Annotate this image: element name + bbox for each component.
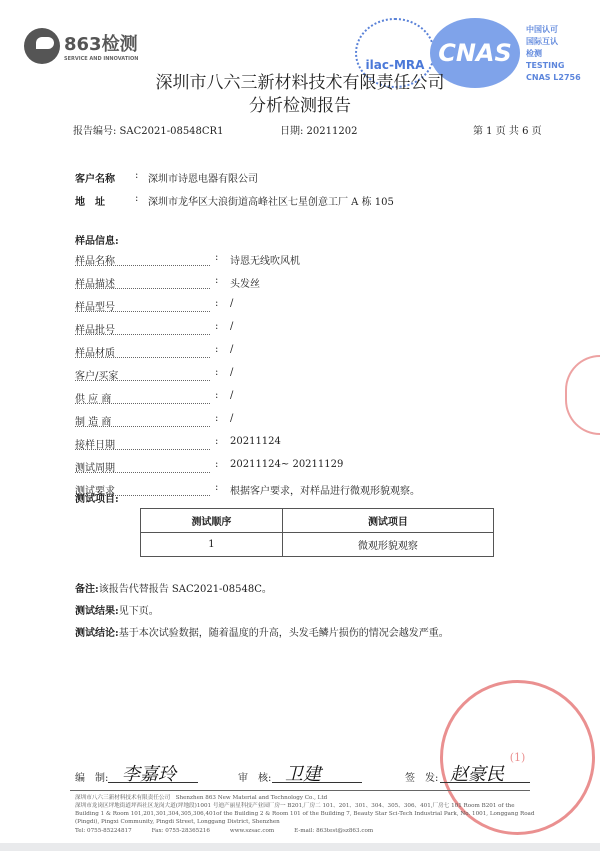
test-conclusion: 测试结论:基于本次试验数据，随着温度的升高，头发毛鳞片损伤的情况会越发严重。 <box>75 628 449 639</box>
logo-tagline: SERVICE AND INNOVATION <box>64 56 139 62</box>
sample-field-label: 测试周期 <box>75 459 210 473</box>
cnas-seal: CNAS <box>430 18 520 88</box>
sample-field-value: / <box>230 321 234 332</box>
sample-field-label: 客户/买家 <box>75 367 210 381</box>
page-number: 第 1 页 共 6 页 <box>473 126 542 137</box>
sample-field-label: 样品名称 <box>75 252 210 266</box>
sample-field-label: 样品描述 <box>75 275 210 289</box>
sample-field-value: / <box>230 367 234 378</box>
prepared-signature: 李嘉玲 <box>122 764 176 785</box>
sample-field-value: 诗恩无线吹风机 <box>230 256 300 267</box>
client-name: 深圳市诗恩电器有限公司 <box>148 174 258 185</box>
partial-seal-stamp <box>565 355 600 435</box>
approved-by-label: 签 发: <box>405 773 439 784</box>
company-seal-stamp: (1) <box>440 680 595 835</box>
report-page: 863检测 SERVICE AND INNOVATION ilac-MRA CNAS 中国认可 国际互认 检测 TESTING CNAS L2756 深圳市八六三新材料技术有限责任公司 分析检测报告 报告编号: SAC2021-08548CR1 日期: 20211202 第 1 页 共 6 页 客户名称 : 深圳市诗恩电器有限公司 地 址 : 深圳市龙华区大浪街道高峰社区七星创意工厂 A 栋 105 样品信息: 样品名称 : 诗恩无线吹风机 样品描述 : 头发丝 样品型号 : / 样品批号 : / 样品材质 : / 客户/买家 : / 供 应 商 : / 制 造 商 : / 接样日期 : 20211124 测试周期 : 20211124~ 20211129 测试要求 : 根据客户要求，对样品进行微观形貌观察。 测试项目: 测试顺序 测试项目 1 微观形貌观察 备注:该报告代替报告 SAC2021-08548C。 测试结果:见下页。 测试结论:基于本次试验数据，随着温度的升高，头发毛鳞片损伤的情况会越发严重。 (1) 编 制: 李嘉玲 审 核: 卫建 签 发: 赵豪民 深圳市八六三新材料技术有限责任公司 Shenzhen 863 New Material and Technology Co., Ltd 深圳市龙岗区坪地街道坪西社区龙岗大道(坪地段)1001 号迪产丽星科技产业园厂房一 B201,厂房二 101、201、301、304、305、306、401,厂房七 101 Room B201 of the Building 1 & Room 101,201,301,304,305,306,401of the Building 2 & Room 101 of the Building 7, Beauty Star Sci-Tech Industrial Park, No. 1001, Longgang Road (Pingdi), Pingxi Community, Pingdi Street, Longgang District, Shenzhen Tel: 0755-85224817 Fax: 0755-28365216 www.szsac.com E-mail: 863test@sz863.com <box>0 0 600 843</box>
test-result: 测试结果:见下页。 <box>75 606 159 617</box>
approved-signature: 赵豪民 <box>450 764 504 785</box>
footer-divider <box>70 790 530 791</box>
sample-field-label: 样品型号 <box>75 298 210 312</box>
sample-field-value: / <box>230 298 234 309</box>
client-address: 深圳市龙华区大浪街道高峰社区七星创意工厂 A 栋 105 <box>148 197 394 208</box>
sample-field-value: 20211124~ 20211129 <box>230 459 344 470</box>
sample-field-label: 制 造 商 <box>75 413 210 427</box>
client-address-label: 地 址 <box>75 197 105 208</box>
footer-contacts: Tel: 0755-85224817 Fax: 0755-28365216 www.szsac.com E-mail: 863test@sz863.com <box>75 828 374 834</box>
sample-field-value: 20211124 <box>230 436 281 447</box>
logo-icon <box>24 28 60 64</box>
reviewed-by-label: 审 核: <box>238 773 272 784</box>
sample-field-label: 样品材质 <box>75 344 210 358</box>
report-number: 报告编号: SAC2021-08548CR1 <box>73 126 224 137</box>
sample-field-label: 供 应 商 <box>75 390 210 404</box>
footer-address: 深圳市龙岗区坪地街道坪西社区龙岗大道(坪地段)1001 号迪产丽星科技产业园厂房一 B201,厂房二 101、201、301、304、305、306、401,厂房七 101 Room B201 of the Building 1 & Room 101,201,301,304,305,306,401of the Building 2 & Room 101 of the Building 7, Beauty Star Sci-Tech Industrial Park, No. 1001, Longgang Road (Pingdi), Pingxi Community, Pingdi Street, Longgang District, Shenzhen <box>75 803 535 825</box>
sample-info-heading: 样品信息: <box>75 236 119 247</box>
sample-field-value: 根据客户要求，对样品进行微观形貌观察。 <box>230 486 420 497</box>
report-title: 分析检测报告 <box>249 96 351 116</box>
remark: 备注:该报告代替报告 SAC2021-08548C。 <box>75 584 272 595</box>
table-header-row: 测试顺序 测试项目 <box>141 509 494 533</box>
sample-field-value: / <box>230 344 234 355</box>
logo-name: 863检测 <box>64 34 138 55</box>
sample-field-label: 测试要求 <box>75 482 210 496</box>
cnas-accreditation-text: 中国认可 国际互认 检测 TESTING CNAS L2756 <box>526 25 581 82</box>
report-date: 日期: 20211202 <box>280 126 358 137</box>
table-row: 1 微观形貌观察 <box>141 533 494 557</box>
test-items-table <box>140 508 494 557</box>
sample-field-value: 头发丝 <box>230 279 260 290</box>
sample-field-value: / <box>230 390 234 401</box>
reviewed-signature: 卫建 <box>285 764 321 785</box>
company-logo <box>24 28 138 64</box>
sample-field-label: 接样日期 <box>75 436 210 450</box>
ilac-mra-seal: ilac-MRA <box>355 18 435 88</box>
client-name-label: 客户名称 <box>75 174 115 185</box>
prepared-by-label: 编 制: <box>75 773 109 784</box>
test-items-heading: 测试项目: <box>75 494 119 505</box>
sample-field-label: 样品批号 <box>75 321 210 335</box>
company-name: 深圳市八六三新材料技术有限责任公司 <box>155 73 445 93</box>
sample-field-value: / <box>230 413 234 424</box>
footer-company: 深圳市八六三新材料技术有限责任公司 Shenzhen 863 New Material and Technology Co., Ltd <box>75 795 328 801</box>
